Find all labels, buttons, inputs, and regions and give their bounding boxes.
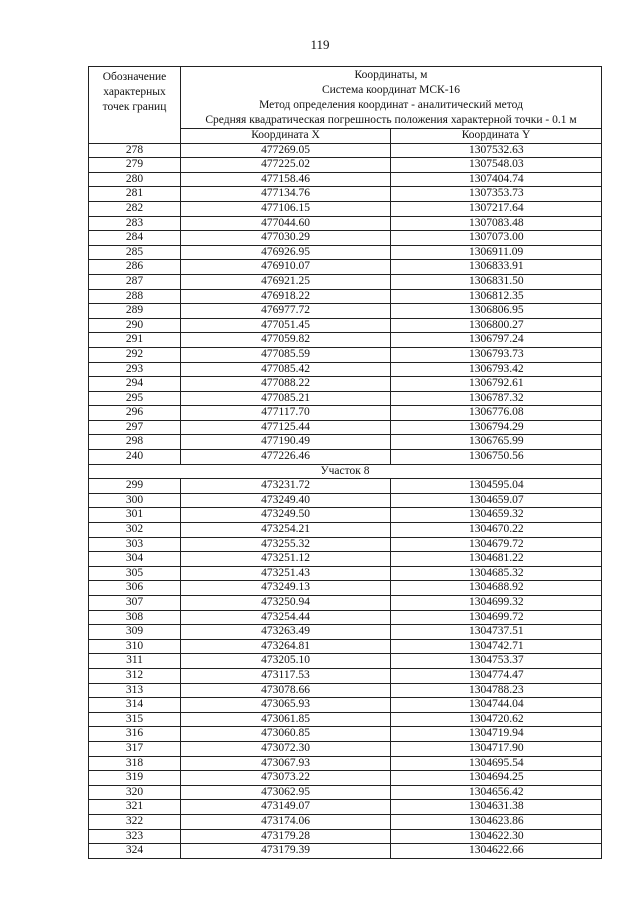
- point-number-cell: 317: [89, 741, 181, 756]
- rows-section-a: [89, 143, 602, 464]
- coordinate-y-cell: 1306797.24: [391, 333, 602, 348]
- table-row: [89, 727, 602, 742]
- coordinate-y-cell: 1306765.99: [391, 435, 602, 450]
- table-row: [89, 785, 602, 800]
- header-row: [89, 67, 602, 129]
- coordinate-y-cell: 1304694.25: [391, 771, 602, 786]
- table-row: [89, 698, 602, 713]
- table-row: [89, 172, 602, 187]
- coordinate-y-cell: 1304623.86: [391, 814, 602, 829]
- coordinates-title: Координаты, м: [354, 69, 428, 81]
- coordinate-y-cell: 1306911.09: [391, 245, 602, 260]
- table-row: [89, 829, 602, 844]
- table-row: [89, 756, 602, 771]
- table-row: [89, 741, 602, 756]
- point-number-cell: 282: [89, 201, 181, 216]
- coordinates-table: [88, 66, 602, 859]
- table-row: [89, 333, 602, 348]
- table-row: [89, 712, 602, 727]
- coordinate-x-cell: 473149.07: [181, 800, 391, 815]
- point-number-cell: 319: [89, 771, 181, 786]
- coordinate-y-cell: 1307353.73: [391, 187, 602, 202]
- table-row: [89, 668, 602, 683]
- determination-method: Метод определения координат - аналитический метод: [259, 99, 523, 111]
- coordinate-system: Система координат МСК-16: [321, 84, 461, 96]
- coordinate-x-cell: 476926.95: [181, 245, 391, 260]
- coordinate-x-cell: 473062.95: [181, 785, 391, 800]
- point-designation-header: Обозначение характерных точек границ: [89, 67, 181, 144]
- table-row: [89, 231, 602, 246]
- coordinate-y-cell: 1306831.50: [391, 274, 602, 289]
- table-row: [89, 552, 602, 567]
- table-row: [89, 245, 602, 260]
- mean-square-error: Средняя квадратическая погрешность положения характерной точки - 0.1 м: [205, 114, 577, 126]
- coordinate-x-cell: 473231.72: [181, 479, 391, 494]
- table-row: [89, 581, 602, 596]
- coordinate-y-cell: 1306794.29: [391, 420, 602, 435]
- coordinate-x-cell: 477158.46: [181, 172, 391, 187]
- coordinate-y-cell: 1304788.23: [391, 683, 602, 698]
- coordinate-y-cell: 1306833.91: [391, 260, 602, 275]
- table-row: [89, 158, 602, 173]
- coordinate-y-cell: 1304631.38: [391, 800, 602, 815]
- table-row: [89, 610, 602, 625]
- coordinate-y-cell: 1307083.48: [391, 216, 602, 231]
- table-row: [89, 800, 602, 815]
- coordinate-y-cell: 1304742.71: [391, 639, 602, 654]
- coordinate-x-cell: 473073.22: [181, 771, 391, 786]
- table-row: [89, 216, 602, 231]
- point-number-cell: 299: [89, 479, 181, 494]
- coordinate-x-cell: 477190.49: [181, 435, 391, 450]
- point-number-cell: 304: [89, 552, 181, 567]
- section-row: [89, 464, 602, 479]
- coordinate-x-cell: 473249.40: [181, 493, 391, 508]
- coordinate-y-cell: 1306792.61: [391, 377, 602, 392]
- table-row: [89, 639, 602, 654]
- page-number: 119: [310, 37, 330, 52]
- table-row: [89, 596, 602, 611]
- coordinate-x-cell: 477085.21: [181, 391, 391, 406]
- point-number-cell: 309: [89, 625, 181, 640]
- coordinate-x-cell: 473061.85: [181, 712, 391, 727]
- table-row: [89, 771, 602, 786]
- table-row: [89, 435, 602, 450]
- point-number-cell: 310: [89, 639, 181, 654]
- table-row: [89, 143, 602, 158]
- point-number-cell: 284: [89, 231, 181, 246]
- coordinate-x-cell: 473255.32: [181, 537, 391, 552]
- point-number-cell: 300: [89, 493, 181, 508]
- coordinate-y-cell: 1306806.95: [391, 304, 602, 319]
- coordinate-x-cell: 473264.81: [181, 639, 391, 654]
- coordinate-x-cell: 476918.22: [181, 289, 391, 304]
- coordinate-y-cell: 1304753.37: [391, 654, 602, 669]
- coordinate-x-cell: 477088.22: [181, 377, 391, 392]
- coordinates-header: [181, 67, 602, 129]
- point-number-cell: 306: [89, 581, 181, 596]
- point-number-cell: 279: [89, 158, 181, 173]
- table-row: [89, 493, 602, 508]
- point-number-cell: 297: [89, 420, 181, 435]
- section-divider: [89, 464, 602, 479]
- rows-section-b: [89, 479, 602, 858]
- coordinate-x-cell: 473060.85: [181, 727, 391, 742]
- coordinate-x-cell: 473179.39: [181, 844, 391, 859]
- point-number-cell: 303: [89, 537, 181, 552]
- point-number-cell: 311: [89, 654, 181, 669]
- coordinate-x-cell: 477085.42: [181, 362, 391, 377]
- coordinate-x-cell: 473072.30: [181, 741, 391, 756]
- point-number-cell: 302: [89, 523, 181, 538]
- coordinate-x-cell: 473254.21: [181, 523, 391, 538]
- coordinate-x-cell: 477051.45: [181, 318, 391, 333]
- point-number-cell: 295: [89, 391, 181, 406]
- coordinate-x-cell: 477044.60: [181, 216, 391, 231]
- coordinate-x-cell: 473251.43: [181, 566, 391, 581]
- table-row: [89, 683, 602, 698]
- point-number-cell: 291: [89, 333, 181, 348]
- table-row: [89, 318, 602, 333]
- coordinate-y-cell: 1304695.54: [391, 756, 602, 771]
- point-number-cell: 301: [89, 508, 181, 523]
- table-row: [89, 537, 602, 552]
- point-number-cell: 321: [89, 800, 181, 815]
- point-number-cell: 323: [89, 829, 181, 844]
- coordinate-x-cell: 473065.93: [181, 698, 391, 713]
- coordinate-x-cell: 473117.53: [181, 668, 391, 683]
- point-number-cell: 289: [89, 304, 181, 319]
- point-number-cell: 294: [89, 377, 181, 392]
- coordinate-x-cell: 473179.28: [181, 829, 391, 844]
- point-number-cell: 324: [89, 844, 181, 859]
- point-number-cell: 296: [89, 406, 181, 421]
- table-row: [89, 523, 602, 538]
- coordinate-y-cell: 1306793.73: [391, 347, 602, 362]
- point-number-cell: 287: [89, 274, 181, 289]
- coordinate-x-cell: 477134.76: [181, 187, 391, 202]
- coordinate-x-cell: 477125.44: [181, 420, 391, 435]
- coordinate-y-cell: 1306787.32: [391, 391, 602, 406]
- coordinate-y-cell: 1304719.94: [391, 727, 602, 742]
- point-number-cell: 292: [89, 347, 181, 362]
- coordinate-x-cell: 477030.29: [181, 231, 391, 246]
- coordinate-x-cell: 477106.15: [181, 201, 391, 216]
- coordinate-x-cell: 473249.50: [181, 508, 391, 523]
- coordinate-y-cell: 1304699.72: [391, 610, 602, 625]
- coordinate-y-cell: 1306750.56: [391, 450, 602, 465]
- table-row: [89, 479, 602, 494]
- coordinate-x-cell: 473263.49: [181, 625, 391, 640]
- coordinate-y-cell: 1304622.66: [391, 844, 602, 859]
- table-row: [89, 625, 602, 640]
- coordinate-y-cell: 1304659.32: [391, 508, 602, 523]
- point-number-cell: 278: [89, 143, 181, 158]
- coordinate-x-cell: 476910.07: [181, 260, 391, 275]
- point-number-cell: 281: [89, 187, 181, 202]
- coordinate-y-cell: 1307073.00: [391, 231, 602, 246]
- coordinate-y-cell: 1307532.63: [391, 143, 602, 158]
- coordinate-y-cell: 1306800.27: [391, 318, 602, 333]
- y-column-header: Координата Y: [391, 129, 602, 144]
- table-row: [89, 260, 602, 275]
- point-number-cell: 312: [89, 668, 181, 683]
- table-row: [89, 304, 602, 319]
- point-number-cell: 280: [89, 172, 181, 187]
- point-number-cell: 316: [89, 727, 181, 742]
- coordinate-y-cell: 1304720.62: [391, 712, 602, 727]
- table-row: [89, 289, 602, 304]
- point-number-cell: 288: [89, 289, 181, 304]
- coordinate-y-cell: 1306793.42: [391, 362, 602, 377]
- coordinate-x-cell: 473254.44: [181, 610, 391, 625]
- point-number-cell: 286: [89, 260, 181, 275]
- coordinate-y-cell: 1306812.35: [391, 289, 602, 304]
- coordinate-y-cell: 1304688.92: [391, 581, 602, 596]
- coordinate-x-cell: 476977.72: [181, 304, 391, 319]
- coordinate-x-cell: 477226.46: [181, 450, 391, 465]
- table-row: [89, 566, 602, 581]
- point-number-cell: 240: [89, 450, 181, 465]
- table-row: [89, 654, 602, 669]
- coordinate-y-cell: 1304659.07: [391, 493, 602, 508]
- coordinate-y-cell: 1304699.32: [391, 596, 602, 611]
- table-row: [89, 508, 602, 523]
- table-row: [89, 347, 602, 362]
- coordinate-x-cell: 477269.05: [181, 143, 391, 158]
- table-row: [89, 274, 602, 289]
- coordinate-x-cell: 477085.59: [181, 347, 391, 362]
- coordinate-x-cell: 477117.70: [181, 406, 391, 421]
- point-number-cell: 308: [89, 610, 181, 625]
- point-number-cell: 313: [89, 683, 181, 698]
- coordinate-y-cell: 1306776.08: [391, 406, 602, 421]
- coordinate-y-cell: 1304774.47: [391, 668, 602, 683]
- x-column-header: Координата X: [181, 129, 391, 144]
- point-number-cell: 290: [89, 318, 181, 333]
- table-row: [89, 187, 602, 202]
- coordinate-x-cell: 473205.10: [181, 654, 391, 669]
- coordinate-x-cell: 473174.06: [181, 814, 391, 829]
- coordinate-x-cell: 476921.25: [181, 274, 391, 289]
- coordinate-y-cell: 1307548.03: [391, 158, 602, 173]
- point-number-cell: 307: [89, 596, 181, 611]
- coordinate-y-cell: 1304595.04: [391, 479, 602, 494]
- table-row: [89, 814, 602, 829]
- coordinate-x-cell: 473250.94: [181, 596, 391, 611]
- table-row: [89, 362, 602, 377]
- coordinate-y-cell: 1307217.64: [391, 201, 602, 216]
- coordinate-y-cell: 1304744.04: [391, 698, 602, 713]
- coordinate-y-cell: 1304670.22: [391, 523, 602, 538]
- coordinate-y-cell: 1304717.90: [391, 741, 602, 756]
- table-row: [89, 201, 602, 216]
- coordinate-y-cell: 1304656.42: [391, 785, 602, 800]
- point-number-cell: 322: [89, 814, 181, 829]
- point-number-cell: 285: [89, 245, 181, 260]
- point-number-cell: 318: [89, 756, 181, 771]
- coordinate-x-cell: 477225.02: [181, 158, 391, 173]
- section-label: Участок 8: [89, 464, 602, 479]
- coordinate-x-cell: 477059.82: [181, 333, 391, 348]
- coordinate-x-cell: 473249.13: [181, 581, 391, 596]
- point-number-cell: 305: [89, 566, 181, 581]
- coordinate-y-cell: 1304685.32: [391, 566, 602, 581]
- coordinate-x-cell: 473067.93: [181, 756, 391, 771]
- table-row: [89, 391, 602, 406]
- table-row: [89, 377, 602, 392]
- point-number-cell: 283: [89, 216, 181, 231]
- coordinate-y-cell: 1307404.74: [391, 172, 602, 187]
- table-row: [89, 406, 602, 421]
- point-number-cell: 314: [89, 698, 181, 713]
- coordinate-x-cell: 473251.12: [181, 552, 391, 567]
- table-row: [89, 450, 602, 465]
- point-number-cell: 293: [89, 362, 181, 377]
- point-number-cell: 298: [89, 435, 181, 450]
- coordinate-x-cell: 473078.66: [181, 683, 391, 698]
- coordinate-y-cell: 1304679.72: [391, 537, 602, 552]
- table-row: [89, 844, 602, 859]
- point-number-cell: 320: [89, 785, 181, 800]
- table-row: [89, 420, 602, 435]
- coordinate-y-cell: 1304622.30: [391, 829, 602, 844]
- coordinate-y-cell: 1304681.22: [391, 552, 602, 567]
- coordinate-y-cell: 1304737.51: [391, 625, 602, 640]
- point-number-cell: 315: [89, 712, 181, 727]
